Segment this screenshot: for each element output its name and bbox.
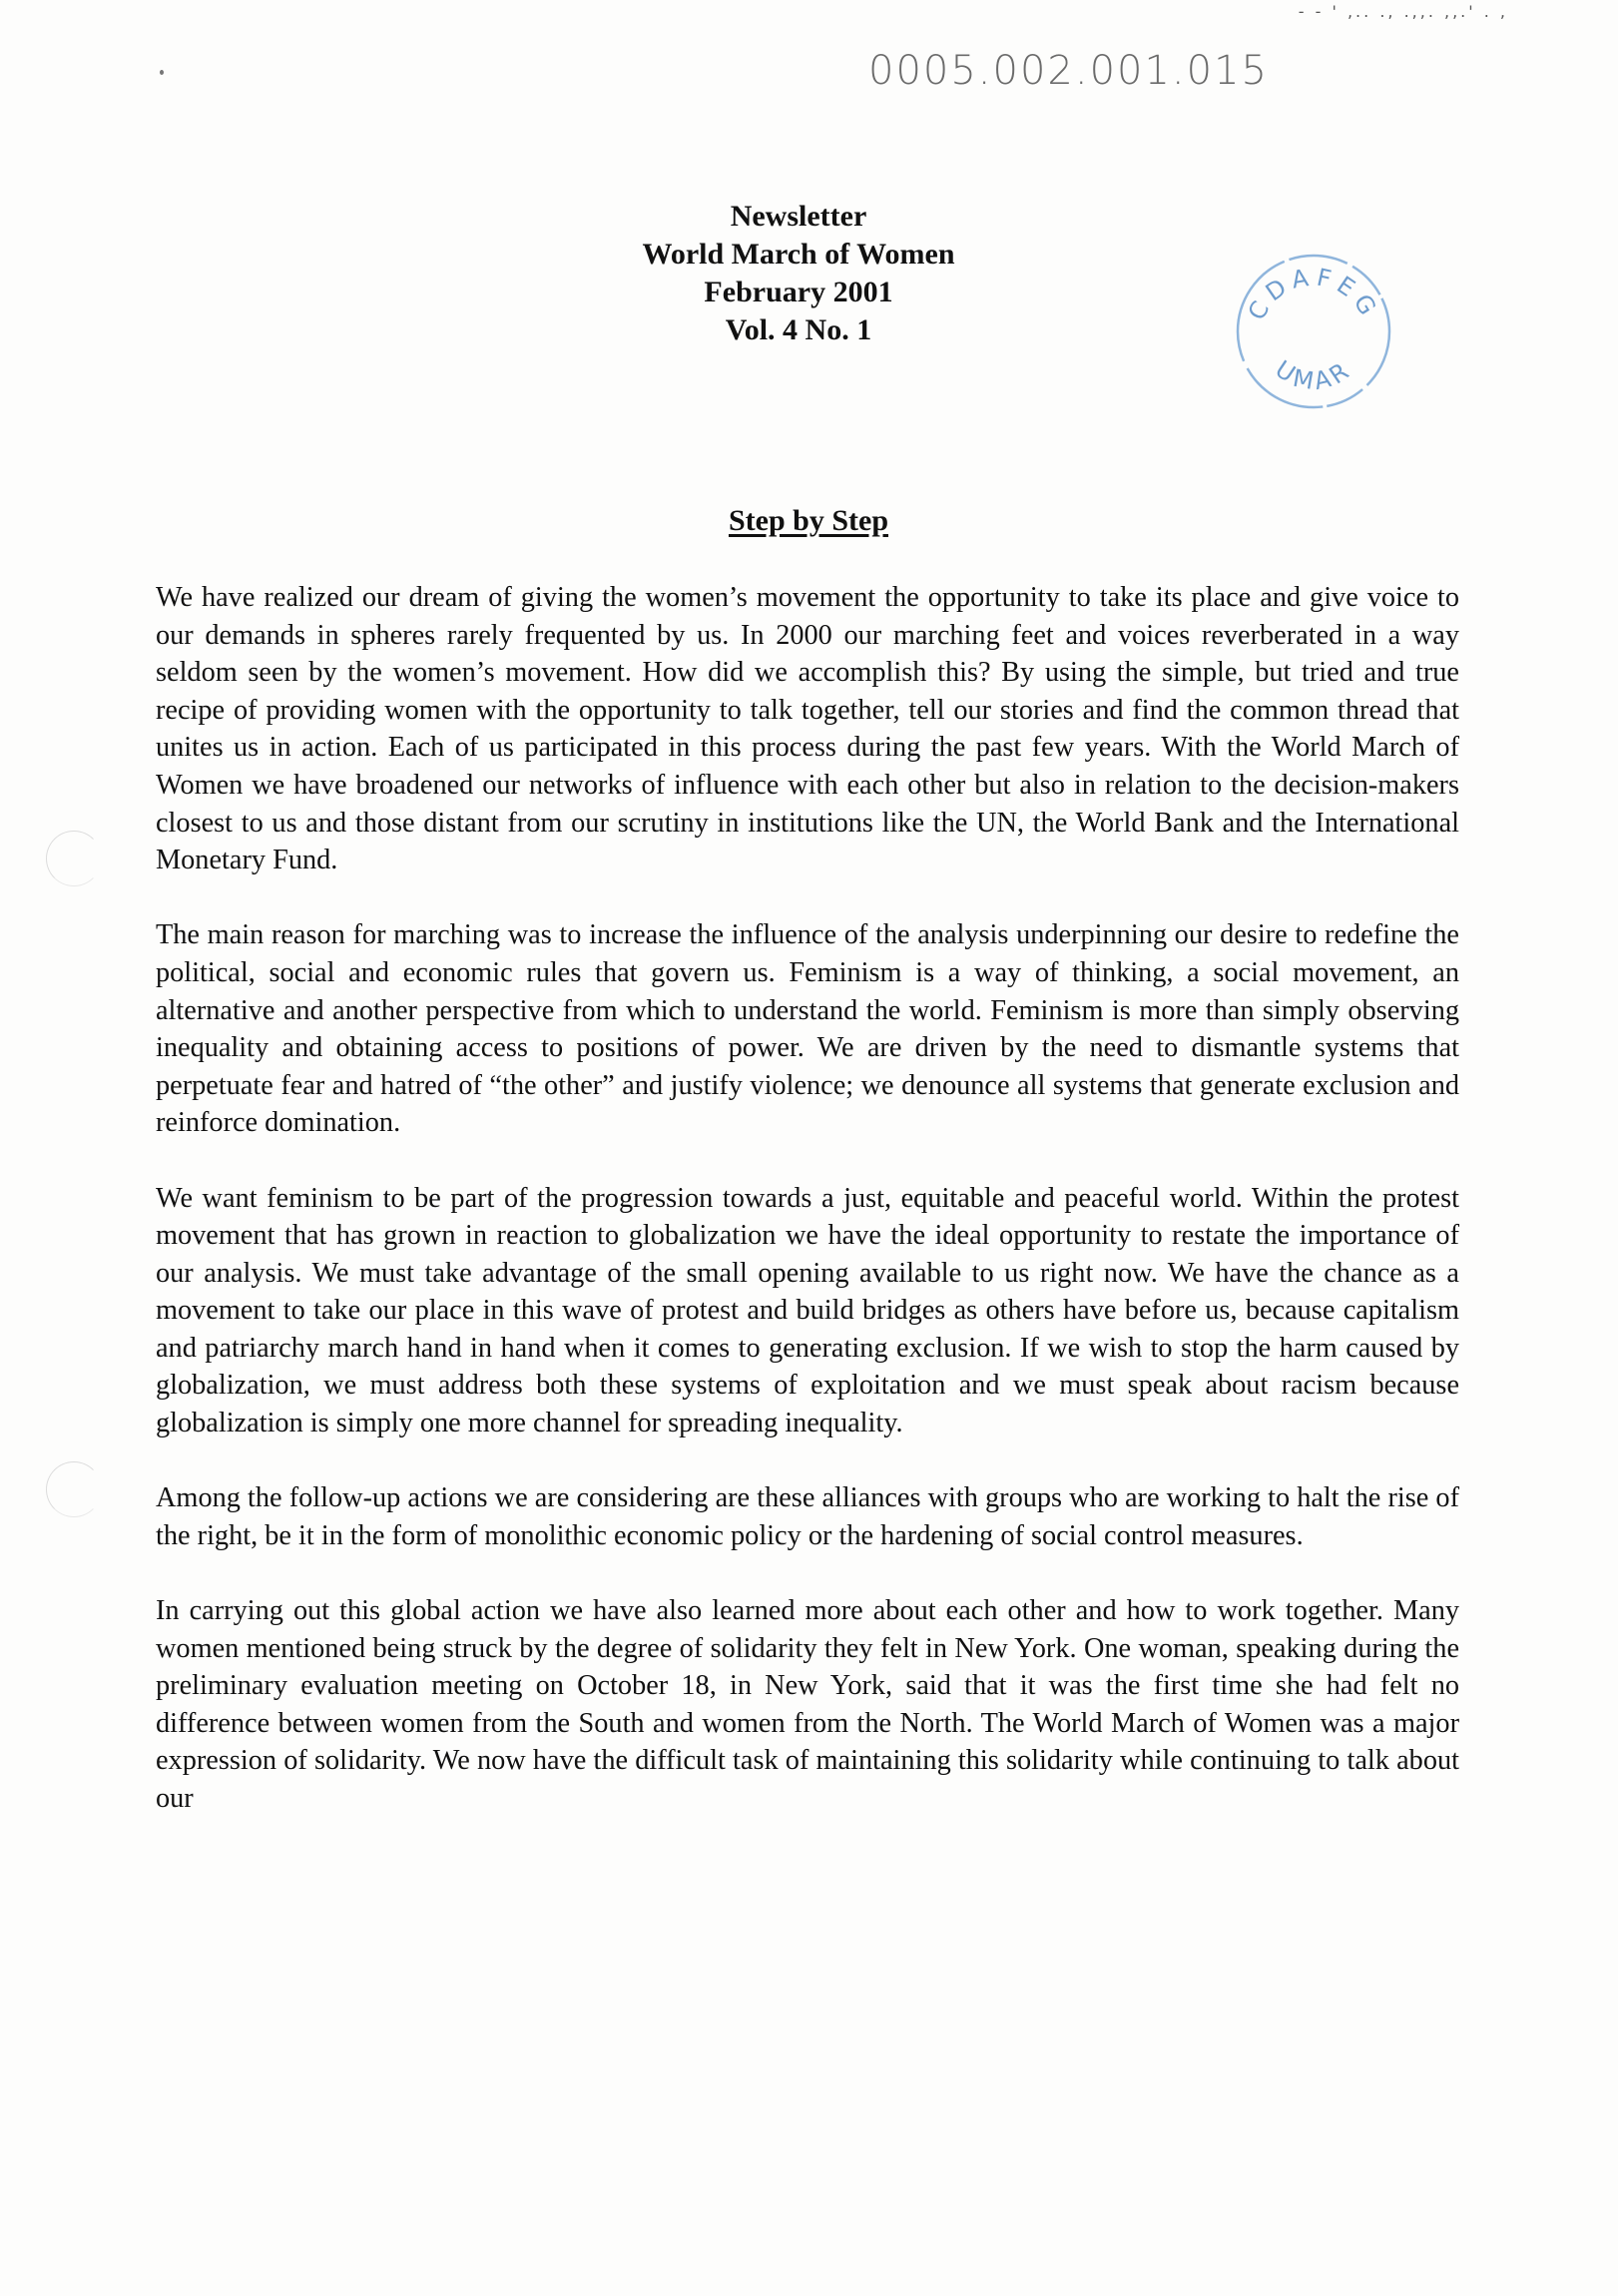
stamp-top-text: CDAFEG xyxy=(1242,263,1385,325)
article-body xyxy=(156,579,1459,1855)
article-title: Step by Step xyxy=(728,504,889,537)
masthead-line-date: February 2001 xyxy=(704,276,893,308)
paragraph: We want feminism to be part of the progression towards a just, equitable and peaceful world. Within the protest movement that has grown in reaction to globalization we have the ideal opportunity to restate the importance of our analysis. We must take advantage of the small opening available to us right now. We have the chance as a movement to take our place in this wave of protest and build bridges as others have before us, because capitalism and patriarchy march hand in hand when it comes to generating exclusion. If we wish to stop the harm caused by globalization, we must address both these systems of exploitation and we must speak about racism because globalization is simply one more channel for spreading inequality. xyxy=(156,1182,1459,1439)
paragraph: Among the follow-up actions we are considering are these alliances with groups who are working to halt the rise of the right, be it in the form of monolithic economic policy or the hardening of social control measures. xyxy=(156,1482,1459,1551)
masthead-line-volume: Vol. 4 No. 1 xyxy=(725,313,872,346)
paragraph: We have realized our dream of giving the women’s movement the opportunity to take its place and give voice to our demands in spheres rarely frequented by us. In 2000 our marching feet and voices reverberated in a way seldom seen by the women’s movement. How did we accomplish this? By using the simple, but tried and true recipe of providing women with the opportunity to talk together, tell our stories and find the common thread that unites us in action. Each of us participated in this process during the past few years. With the World March of Women we have broadened our networks of influence with each other but also in relation to the decision-makers closest to us and those distant from our scrutiny in institutions like the UN, the World Bank and the International Monetary Fund. xyxy=(156,582,1459,876)
punch-hole-mark xyxy=(46,1461,102,1517)
scan-speck xyxy=(160,70,164,75)
paragraph: In carrying out this global action we have also learned more about each other and how to work together. Many women mentioned being struck by the degree of solidarity they felt in New York. One woman, speaking during the preliminary evaluation meeting on October 18, in New York, said that it was the first time she had felt no difference between women from the South and women from the North. The World March of Women was a major expression of solidarity. We now have the difficult task of maintaining this solidarity while continuing to talk about our xyxy=(156,1595,1459,1814)
stamp-bottom-text: UMAR xyxy=(1270,354,1357,396)
archive-id-handwritten: 0005.002.001.015 xyxy=(868,48,1269,94)
newsletter-masthead xyxy=(559,198,1038,349)
paragraph: The main reason for marching was to increase the influence of the analysis underpinning our desire to redefine the political, social and economic rules that govern us. Feminism is a way of thinking, a social movement, an alternative and another perspective from which to understand the world. Feminism is more than simply observing inequality and obtaining access to positions of power. We are driven by the need to dismantle systems that perpetuate fear and hatred of “the other” and justify violence; we denounce all systems that generate exclusion and reinforce domination. xyxy=(156,919,1459,1139)
masthead-line-newsletter: Newsletter xyxy=(730,200,867,233)
stamp-seal-icon xyxy=(1230,248,1397,415)
scan-edge-marks: - - ' ,.. ., .,,. ,,.' . , xyxy=(1298,2,1508,21)
punch-hole-mark xyxy=(46,831,102,886)
library-stamp xyxy=(1230,248,1397,415)
masthead-line-organization: World March of Women xyxy=(642,238,955,271)
